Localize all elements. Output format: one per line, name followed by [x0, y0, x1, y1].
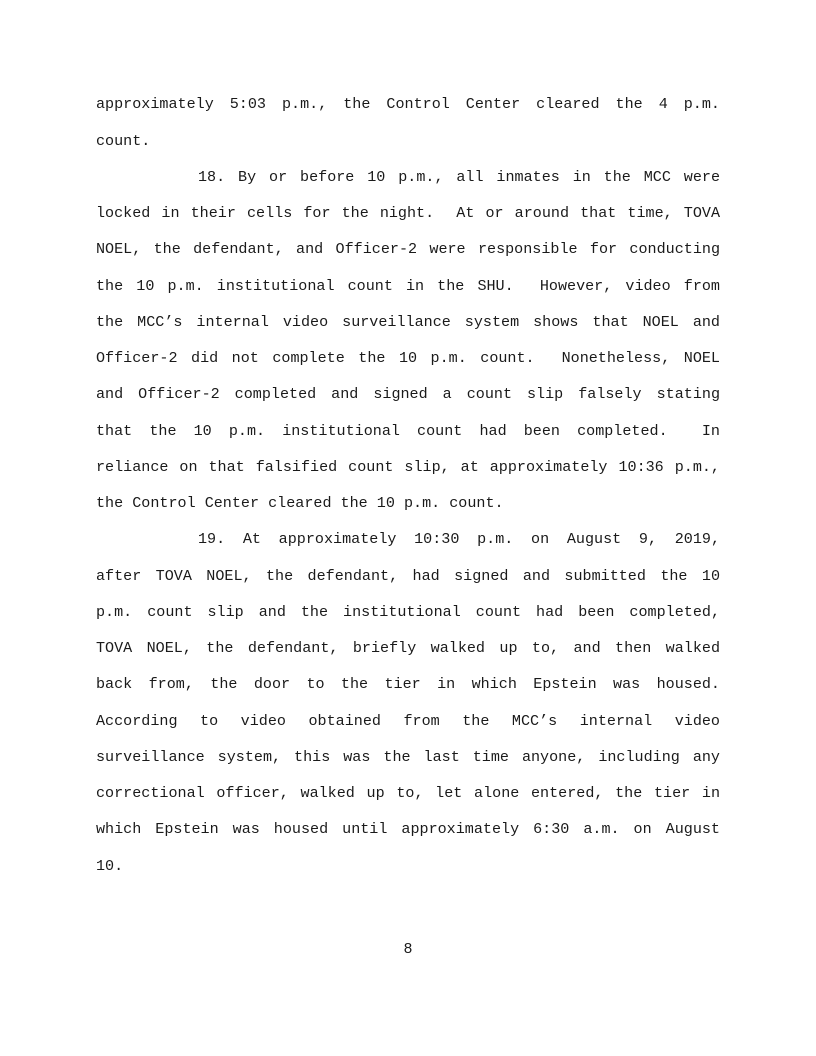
text-line: after TOVA NOEL, the defendant, had signed and submitted the 10: [96, 567, 720, 585]
text-line: the 10 p.m. institutional count in the SHU. However, video from: [96, 277, 720, 295]
text-line: the MCC’s internal video surveillance system shows that NOEL and: [96, 313, 720, 331]
text-line: TOVA NOEL, the defendant, briefly walked up to, and then walked: [96, 639, 720, 657]
paragraph-18-first-line: 18. By or before 10 p.m., all inmates in the MCC were: [198, 168, 720, 186]
text-line: NOEL, the defendant, and Officer-2 were responsible for conducting: [96, 240, 720, 258]
text-line: reliance on that falsified count slip, at approximately 10:36 p.m.,: [96, 458, 720, 476]
text-line: and Officer-2 completed and signed a count slip falsely stating: [96, 385, 720, 403]
text-line: locked in their cells for the night. At or around that time, TOVA: [96, 204, 720, 222]
text-line: correctional officer, walked up to, let alone entered, the tier in: [96, 784, 720, 802]
text-line: According to video obtained from the MCC’s internal video: [96, 712, 720, 730]
text-line: that the 10 p.m. institutional count had been completed. In: [96, 422, 720, 440]
text-line: p.m. count slip and the institutional count had been completed,: [96, 603, 720, 621]
text-line: count.: [96, 132, 151, 150]
text-line: approximately 5:03 p.m., the Control Center cleared the 4 p.m.: [96, 95, 720, 113]
text-line: the Control Center cleared the 10 p.m. count.: [96, 494, 504, 512]
paragraph-19-first-line: 19. At approximately 10:30 p.m. on August 9, 2019,: [198, 530, 720, 548]
text-line: Officer-2 did not complete the 10 p.m. count. Nonetheless, NOEL: [96, 349, 720, 367]
text-line: 10.: [96, 857, 124, 875]
text-line: back from, the door to the tier in which Epstein was housed.: [96, 675, 720, 693]
text-line: surveillance system, this was the last time anyone, including any: [96, 748, 720, 766]
text-line: which Epstein was housed until approximately 6:30 a.m. on August: [96, 820, 720, 838]
page-number: 8: [403, 941, 413, 958]
